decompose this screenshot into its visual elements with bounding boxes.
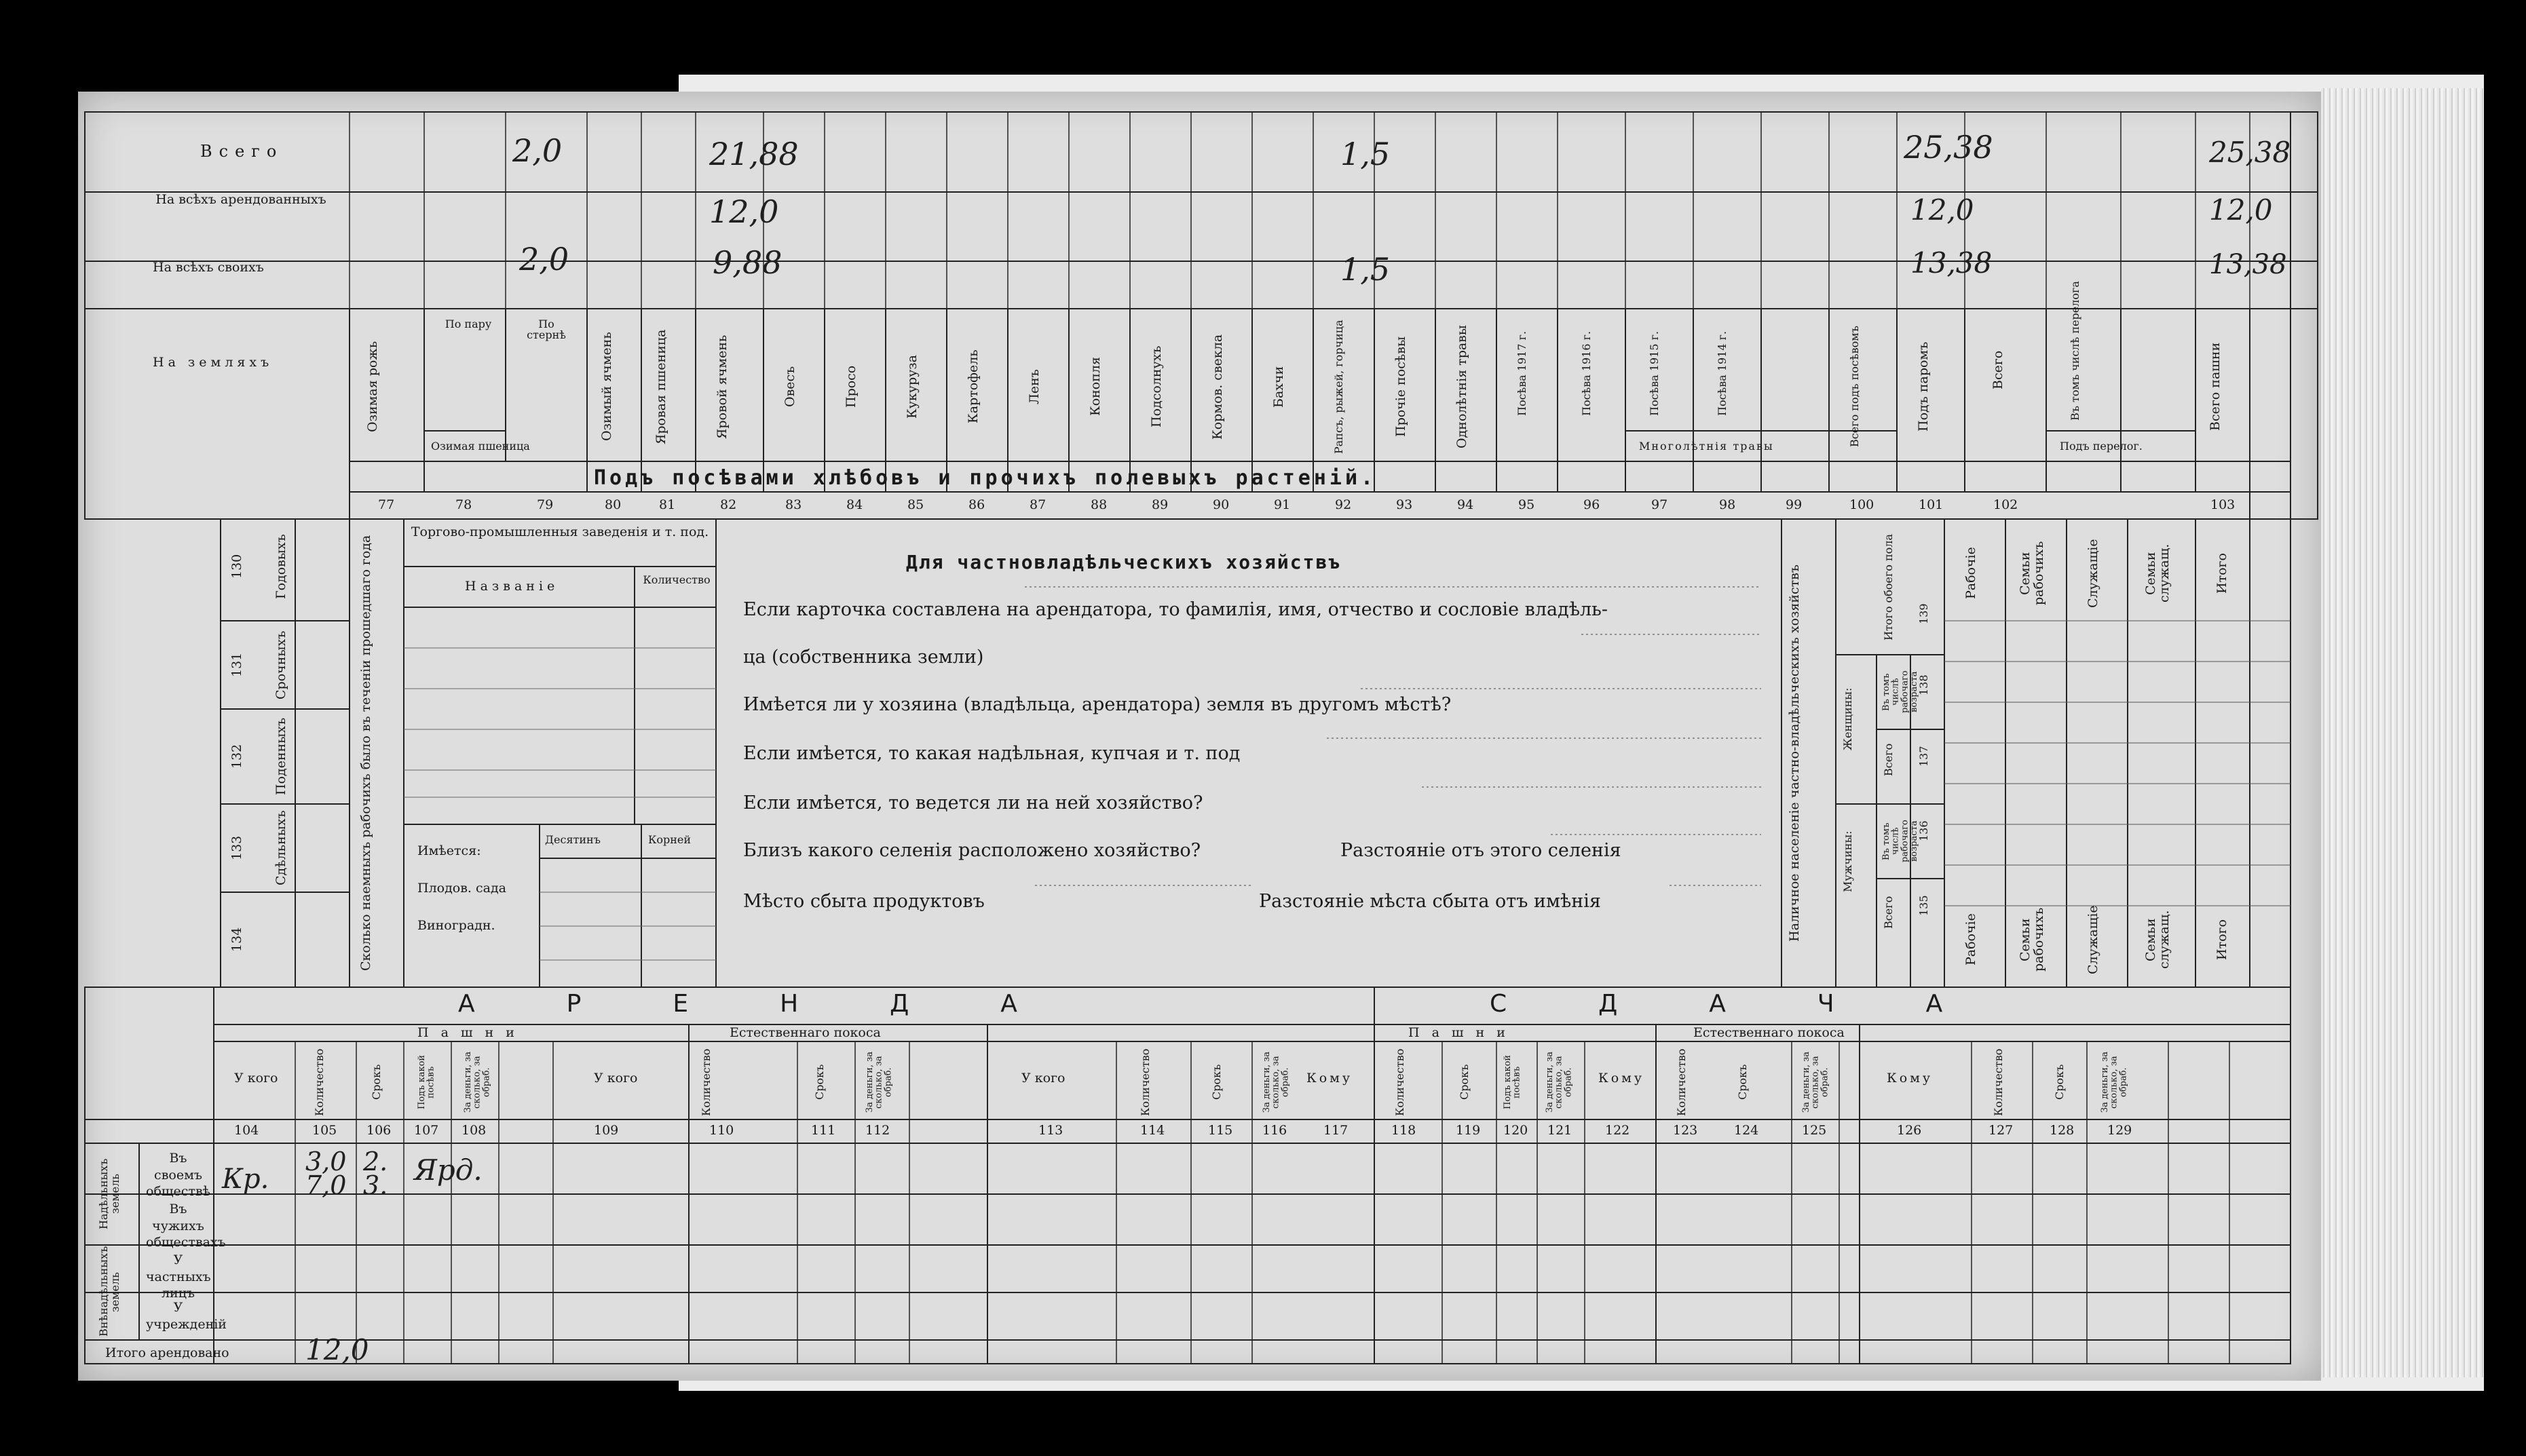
bnum-123: 123 xyxy=(1673,1123,1698,1138)
hw-r1-srok: 2. xyxy=(363,1147,388,1176)
bnum-118: 118 xyxy=(1391,1123,1416,1138)
col-num-103: 103 xyxy=(2210,497,2236,512)
women-total-label: Всего xyxy=(1882,743,1895,777)
trade-name-header: Названіе xyxy=(465,579,559,594)
col-header-93: Прочіе посѣвы xyxy=(1393,336,1408,438)
bnum-110: 110 xyxy=(709,1123,734,1138)
hw-total-kol: 12,0 xyxy=(305,1333,369,1366)
col-header-91: Бахчи xyxy=(1271,366,1286,408)
col-kol-110: Количество xyxy=(700,1048,713,1116)
bnum-128: 128 xyxy=(2050,1123,2075,1138)
row-label-own: На всѣхъ своихъ xyxy=(153,260,264,275)
sdacha-heading: СДАЧА xyxy=(1490,990,2035,1018)
col-header-88: Конопля xyxy=(1088,357,1103,417)
col-num-95: 95 xyxy=(1518,497,1535,512)
pop-num-135: 135 xyxy=(1917,895,1930,917)
col-komu-117: Кому xyxy=(1306,1071,1353,1086)
bnum-129: 129 xyxy=(2107,1123,2132,1138)
col-num-84: 84 xyxy=(846,497,863,512)
col-posev-120: Подъ какой посѣвъ xyxy=(1503,1054,1522,1110)
col-header-77: Озимая рожь xyxy=(365,341,380,433)
sdacha-hay-header: Естественнаго покоса xyxy=(1693,1025,1845,1040)
bnum-106: 106 xyxy=(366,1123,392,1138)
pop-num-139: 139 xyxy=(1917,603,1930,625)
hw-r1-ukogo: Кр. xyxy=(222,1164,269,1195)
question-other-land: Имѣется ли у хозяина (владѣльца, арендатора) земля въ другомъ мѣстѣ? xyxy=(743,694,1452,715)
col-header-96: Посѣва 1916 г. xyxy=(1580,330,1593,416)
col-num-92: 92 xyxy=(1335,497,1352,512)
pop-num-138: 138 xyxy=(1917,674,1930,696)
pop-num-137: 137 xyxy=(1917,746,1930,767)
hw-total-82: 21,88 xyxy=(709,136,799,172)
col-srok-119: Срокъ xyxy=(1458,1064,1471,1100)
bnum-119: 119 xyxy=(1456,1123,1481,1138)
col-num-100: 100 xyxy=(1849,497,1874,512)
hw-r1-kol2: 7,0 xyxy=(305,1170,347,1200)
col-num-90: 90 xyxy=(1213,497,1230,512)
row-label-total: Всего xyxy=(200,142,284,161)
bnum-117: 117 xyxy=(1323,1123,1349,1138)
col-ukogo-109: У кого xyxy=(594,1071,638,1086)
hw-own-82: 9,88 xyxy=(713,244,783,281)
col-header-95: Посѣва 1917 г. xyxy=(1515,330,1528,416)
crops-banner: Подъ посѣвами хлѣбовъ и прочихъ полевыхъ растеній. xyxy=(594,466,1377,490)
col-money-112: За деньги, за сколько, за обраб. xyxy=(865,1052,894,1113)
col-header-81: Яровая пшеница xyxy=(654,329,668,444)
population-caption: Наличное населеніе частно-владѣльческихъ хозяйствъ xyxy=(1787,564,1802,942)
right-col-total-bottom: Итого xyxy=(2214,919,2229,960)
hw-total-91: 1,5 xyxy=(1340,136,1391,172)
col-header-89: Подсолнухъ xyxy=(1149,345,1164,428)
question-farming: Если имѣется, то ведется ли на ней хозяйство? xyxy=(743,792,1203,813)
col-num-86: 86 xyxy=(968,497,985,512)
col-header-97: Посѣва 1915 г. xyxy=(1648,330,1661,416)
row-institutions: У учрежденій xyxy=(146,1300,227,1332)
hw-own-91: 1,5 xyxy=(1340,251,1391,288)
arenda-arable-header: Пашни xyxy=(417,1025,527,1040)
desyatin-header: Десятинъ xyxy=(545,833,601,846)
bnum-127: 127 xyxy=(1988,1123,2014,1138)
row-group-non-allotment: Внѣнадѣльныхъ земель xyxy=(97,1246,121,1337)
col-header-87: Ленъ xyxy=(1027,369,1042,404)
vineyard-label: Виноградн. xyxy=(417,918,495,933)
hw-rented-99: 12,0 xyxy=(1910,193,1974,227)
col-num-98: 98 xyxy=(1719,497,1736,512)
row-group-allotment: Надѣльныхъ земель xyxy=(97,1158,121,1230)
col-money-129: За деньги, за сколько, за обраб. xyxy=(2100,1052,2129,1113)
col-srok-111: Срокъ xyxy=(813,1064,826,1100)
bnum-125: 125 xyxy=(1802,1123,1827,1138)
trade-header: Торгово-промышленныя заведенія и т. под. xyxy=(411,524,709,539)
has-label: Имѣется: xyxy=(417,843,481,858)
hw-r1-srok2: 3. xyxy=(363,1170,388,1200)
bnum-115: 115 xyxy=(1208,1123,1233,1138)
col-header-100: Подъ паромъ xyxy=(1916,341,1931,432)
men-working-age-label: Въ томъ числѣ рабочаго возраста xyxy=(1881,820,1919,863)
workers-label-132: Поденныхъ xyxy=(274,717,288,796)
workers-num-132: 132 xyxy=(229,744,244,769)
form-grid-lines xyxy=(78,92,2321,1381)
row-total-rented: Итого арендовано xyxy=(105,1345,229,1360)
col-money-116: За деньги, за сколько, за обраб. xyxy=(1262,1052,1291,1113)
row-label-lands: На земляхъ xyxy=(153,355,274,370)
men-label: Мужчины: xyxy=(1841,830,1854,893)
col-srok-106: Срокъ xyxy=(370,1064,383,1100)
col-num-88: 88 xyxy=(1091,497,1108,512)
question-land-type: Если имѣется, то какая надѣльная, купчая и т. под xyxy=(743,743,1241,764)
row-private-persons: У частныхъ лицъ xyxy=(146,1252,211,1301)
col-komu-122: Кому xyxy=(1598,1071,1645,1086)
col-komu-126: Кому xyxy=(1887,1071,1934,1086)
bnum-105: 105 xyxy=(312,1123,337,1138)
arenda-heading: АРЕНДА xyxy=(458,990,1109,1018)
census-card-sheet xyxy=(78,92,2321,1381)
right-col-worker-families-bottom: Семьи рабочихъ xyxy=(2018,907,2046,972)
hw-total-103: 25,38 xyxy=(2209,136,2291,169)
korney-header: Корней xyxy=(648,833,692,846)
workers-num-134: 134 xyxy=(229,927,244,953)
col-kol-114: Количество xyxy=(1139,1048,1152,1116)
bnum-114: 114 xyxy=(1140,1123,1165,1138)
question-market: Мѣсто сбыта продуктовъ xyxy=(743,891,985,912)
col-money-125: За деньги, за сколько, за обраб. xyxy=(1801,1052,1830,1113)
col-kol-118: Количество xyxy=(1393,1048,1406,1116)
col-header-79: По стернѣ xyxy=(527,318,566,341)
col-ukogo-104: У кого xyxy=(234,1071,278,1086)
col-header-90: Кормов. свекла xyxy=(1210,334,1225,440)
col-num-79: 79 xyxy=(537,497,554,512)
col-kol-127: Количество xyxy=(1992,1048,2005,1116)
col-header-94: Однолѣтнія травы xyxy=(1454,325,1469,449)
row-own-society: Въ своемъ обществѣ xyxy=(146,1151,211,1200)
col-header-98: Посѣва 1914 г. xyxy=(1716,330,1729,416)
right-col-employees-bottom: Служащіе xyxy=(2086,905,2100,974)
hw-rented-82: 12,0 xyxy=(709,193,779,230)
col-header-82: Яровой ячмень xyxy=(715,334,730,439)
bnum-111: 111 xyxy=(811,1123,836,1138)
row-label-rented: На всѣхъ арендованныхъ xyxy=(155,192,326,207)
bnum-109: 109 xyxy=(594,1123,619,1138)
workers-num-130: 130 xyxy=(229,554,244,579)
bnum-122: 122 xyxy=(1605,1123,1630,1138)
row-other-societies: Въ чужихъ обществахъ xyxy=(146,1202,226,1250)
hw-rented-103: 12,0 xyxy=(2209,193,2273,227)
col-num-99: 99 xyxy=(1786,497,1803,512)
col-header-85: Кукуруза xyxy=(905,355,920,419)
bottom-border xyxy=(0,1398,2526,1456)
col-header-103: Всего пашни xyxy=(2208,342,2223,432)
workers-num-131: 131 xyxy=(229,652,244,678)
col-header-92: Рапсъ, рыжей, горчица xyxy=(1332,320,1345,454)
bnum-104: 104 xyxy=(234,1123,259,1138)
col-num-78: 78 xyxy=(455,497,472,512)
col-num-80: 80 xyxy=(605,497,622,512)
col-num-82: 82 xyxy=(720,497,737,512)
right-col-workers-bottom: Рабочіе xyxy=(1963,913,1978,966)
col-header-78: По пару xyxy=(445,318,492,330)
col-header-101: Всего xyxy=(1991,350,2005,389)
col-header-84: Просо xyxy=(844,365,859,408)
workers-label-131: Срочныхъ xyxy=(274,630,288,700)
col-header-99: Всего подъ посѣвомъ xyxy=(1848,326,1861,448)
col-num-85: 85 xyxy=(907,497,924,512)
workers-caption: Сколько наемныхъ рабочихъ было въ теченіи прошедшаго года xyxy=(358,535,373,972)
col-header-winter-wheat: Озимая пшеница xyxy=(431,440,530,453)
col-num-77: 77 xyxy=(378,497,395,512)
question-market-distance: Разстояніе мѣста сбыта отъ имѣнія xyxy=(1259,891,1601,912)
hw-r1-kol: 3,0 xyxy=(305,1147,347,1176)
hw-own-99: 13,38 xyxy=(1910,246,1993,280)
hw-own-79: 2,0 xyxy=(519,241,569,277)
arenda-hay-header: Естественнаго покоса xyxy=(730,1025,881,1040)
question-distance-village: Разстояніе отъ этого селенія xyxy=(1340,840,1621,861)
page-stack-edge xyxy=(2321,88,2484,1377)
bnum-126: 126 xyxy=(1897,1123,1922,1138)
col-money-121: За деньги, за сколько, за обраб. xyxy=(1545,1052,1574,1113)
bnum-108: 108 xyxy=(461,1123,487,1138)
col-num-93: 93 xyxy=(1396,497,1413,512)
bnum-107: 107 xyxy=(414,1123,439,1138)
col-header-83: Овесъ xyxy=(783,366,797,408)
col-srok-128: Срокъ xyxy=(2053,1064,2066,1100)
workers-num-133: 133 xyxy=(229,835,244,861)
trade-count-header: Количество xyxy=(643,573,711,586)
col-srok-124: Срокъ xyxy=(1736,1064,1749,1100)
total-both-sexes-label: Итого обоего пола xyxy=(1882,533,1895,640)
sdacha-arable-header: Пашни xyxy=(1408,1025,1518,1040)
bnum-112: 112 xyxy=(865,1123,890,1138)
col-num-96: 96 xyxy=(1583,497,1600,512)
col-header-fallow: Подъ перелог. xyxy=(2060,440,2143,453)
right-col-workers-top: Рабочіе xyxy=(1963,547,1978,600)
private-title: Для частновладѣльческихъ хозяйствъ xyxy=(906,551,1342,573)
col-kol-123: Количество xyxy=(1675,1048,1688,1116)
col-kol-105: Количество xyxy=(313,1048,326,1116)
question-owner-line2: ца (собственника земли) xyxy=(743,647,984,668)
bnum-113: 113 xyxy=(1038,1123,1063,1138)
col-posev-107: Подъ какой посѣвъ xyxy=(417,1054,436,1110)
col-header-80: Озимый ячмень xyxy=(599,332,614,442)
col-num-83: 83 xyxy=(785,497,802,512)
question-owner-line1: Если карточка составлена на арендатора, то фамилія, имя, отчество и сословіе владѣль- xyxy=(743,599,1608,620)
bnum-116: 116 xyxy=(1262,1123,1287,1138)
right-col-total-top: Итого xyxy=(2214,553,2229,594)
col-num-97: 97 xyxy=(1651,497,1668,512)
col-num-101: 101 xyxy=(1919,497,1944,512)
workers-label-130: Годовыхъ xyxy=(274,534,288,599)
workers-label-133: Сдѣльныхъ xyxy=(274,810,288,885)
col-num-81: 81 xyxy=(659,497,676,512)
col-ukogo-113: У кого xyxy=(1021,1071,1066,1086)
right-col-employees-top: Служащіе xyxy=(2086,539,2100,608)
col-num-91: 91 xyxy=(1274,497,1291,512)
col-num-87: 87 xyxy=(1030,497,1047,512)
bnum-121: 121 xyxy=(1547,1123,1572,1138)
question-near-village: Близъ какого селенія расположено хозяйство? xyxy=(743,840,1201,861)
col-money-108: За деньги, за сколько, за обраб. xyxy=(463,1052,492,1113)
col-header-86: Картофель xyxy=(966,349,981,424)
bnum-120: 120 xyxy=(1503,1123,1528,1138)
right-col-employee-families-top: Семьи служащ. xyxy=(2143,543,2172,603)
pop-num-136: 136 xyxy=(1917,820,1930,842)
col-header-perennial: Многолѣтнія травы xyxy=(1639,440,1774,453)
hw-r1-posev: Ярд. xyxy=(414,1153,483,1187)
women-working-age-label: Въ томъ числѣ рабочаго возраста xyxy=(1881,670,1919,714)
hw-total-99: 25,38 xyxy=(1904,129,1993,166)
garden-label: Плодов. сада xyxy=(417,881,506,896)
bnum-124: 124 xyxy=(1734,1123,1759,1138)
right-col-employee-families-bottom: Семьи служащ. xyxy=(2143,910,2172,970)
col-header-102: Въ томъ числѣ перелога xyxy=(2069,281,2081,421)
col-num-89: 89 xyxy=(1152,497,1169,512)
col-num-102: 102 xyxy=(1993,497,2018,512)
hw-total-79: 2,0 xyxy=(512,132,563,169)
men-total-label: Всего xyxy=(1882,896,1895,930)
col-num-94: 94 xyxy=(1457,497,1474,512)
hw-own-103: 13,38 xyxy=(2209,249,2287,280)
women-label: Женщины: xyxy=(1841,687,1854,751)
right-col-worker-families-top: Семьи рабочихъ xyxy=(2018,541,2046,606)
col-srok-115: Срокъ xyxy=(1210,1064,1223,1100)
